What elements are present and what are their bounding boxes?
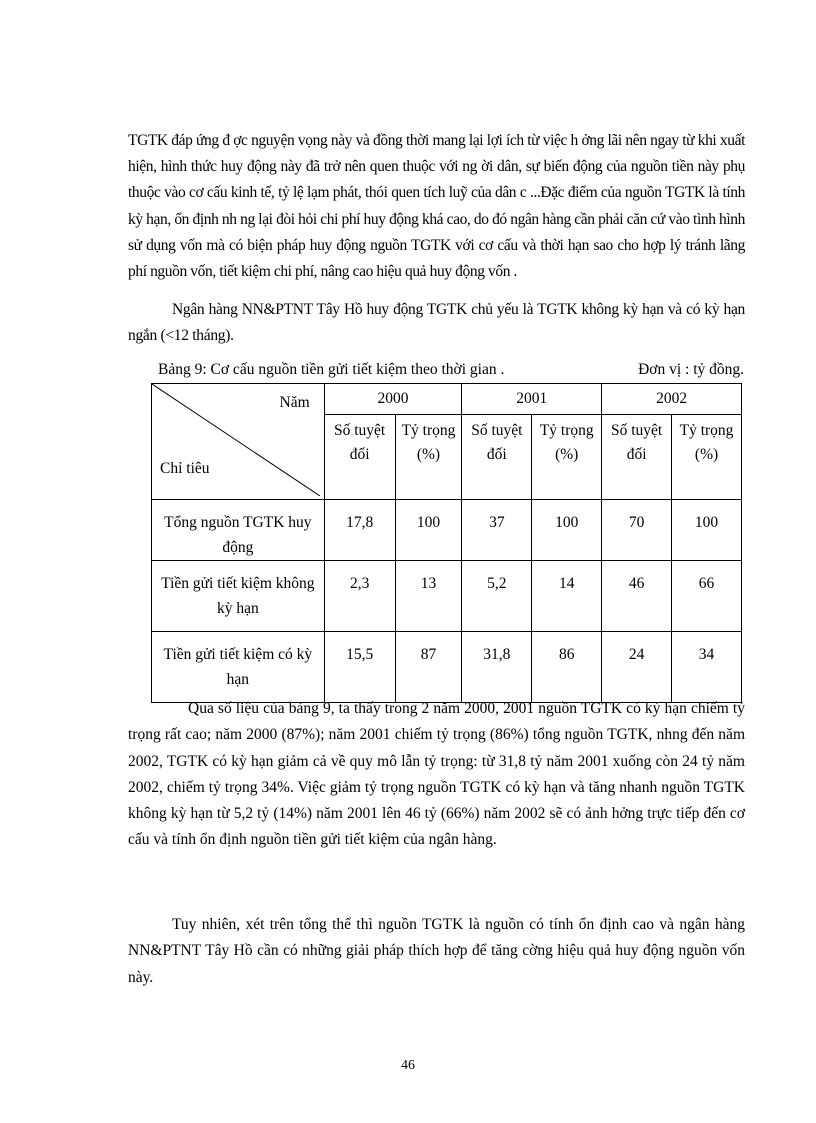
table-cell: 2,3 xyxy=(324,561,395,632)
table-corner-cell xyxy=(152,384,325,500)
table-cell: 100 xyxy=(672,500,742,561)
table-cell: 86 xyxy=(532,632,602,703)
year-header: 2000 xyxy=(324,384,462,415)
table-cell: 31,8 xyxy=(462,632,532,703)
table-unit: Đơn vị : tỷ đồng. xyxy=(638,361,744,378)
table-cell: 37 xyxy=(462,500,532,561)
table-cell: 15,5 xyxy=(324,632,395,703)
table-cell: 87 xyxy=(395,632,462,703)
subheader-percent: Tỷ trọng (%) xyxy=(672,415,742,500)
table-cell: 13 xyxy=(395,561,462,632)
table-cell: 100 xyxy=(395,500,462,561)
table-row xyxy=(152,500,742,561)
table-cell: 70 xyxy=(602,500,672,561)
row-label: Tổng nguồn TGTK huy động xyxy=(152,500,325,561)
table-row xyxy=(152,632,742,703)
paragraph-intro: TGTK đáp ứng đ ợc nguyện vọng này và đồng thời mang lại lợi ích từ việc h ởng lãi nên ngay từ khi xuất hiện, hình thức huy động này đã trở nên quen thuộc với ng ời dân, sự biến động của nguồn tiền này phụ thuộc vào cơ cấu kinh tế, tỷ lệ lạm phát, thói quen tích luỹ của dân c ...Đặc điểm của nguồn TGTK là tính kỳ hạn, ổn định nh ng lại đòi hỏi chi phí huy động khá cao, do đó ngân hàng cần phải căn cứ vào tình hình sử dụng vốn mà có biện pháp huy động nguồn TGTK với cơ cấu và thời hạn sao cho hợp lý tránh lãng phí nguồn vốn, tiết kiệm chi phí, nâng cao hiệu quả huy động vốn . xyxy=(128,132,745,281)
subheader-absolute: Số tuyệt đối xyxy=(602,415,672,500)
table-cell: 24 xyxy=(602,632,672,703)
corner-indicator-label: Chỉ tiêu xyxy=(160,460,210,477)
subheader-absolute: Số tuyệt đối xyxy=(462,415,532,500)
paragraph-bank-deposits: Ngân hàng NN&PTNT Tây Hồ huy động TGTK chủ yếu là TGTK không kỳ hạn và có kỳ hạn ngắn (<12 tháng). xyxy=(128,301,745,345)
year-header: 2001 xyxy=(462,384,602,415)
corner-year-label: Năm xyxy=(279,394,310,411)
table-cell: 14 xyxy=(532,561,602,632)
table-cell: 5,2 xyxy=(462,561,532,632)
table-cell: 17,8 xyxy=(324,500,395,561)
table-title: Bảng 9: Cơ cấu nguồn tiền gửi tiết kiệm theo thời gian . xyxy=(158,361,505,378)
subheader-percent: Tỷ trọng (%) xyxy=(532,415,602,500)
page-number: 46 xyxy=(401,1058,415,1073)
table-cell: 34 xyxy=(672,632,742,703)
table-cell: 100 xyxy=(532,500,602,561)
year-header: 2002 xyxy=(602,384,742,415)
row-label: Tiền gửi tiết kiệm không kỳ hạn xyxy=(152,561,325,632)
subheader-percent: Tỷ trọng (%) xyxy=(395,415,462,500)
table-cell: 66 xyxy=(672,561,742,632)
table-cell: 46 xyxy=(602,561,672,632)
row-label: Tiền gửi tiết kiệm có kỳ hạn xyxy=(152,632,325,703)
table-caption xyxy=(158,361,744,379)
paragraph-analysis: Qua số liệu của bảng 9, ta thấy trong 2 năm 2000, 2001 nguồn TGTK có kỳ hạn chiếm tỷ trọng rất cao; năm 2000 (87%); năm 2001 chiếm tỷ trọng (86%) tổng nguồn TGTK, nhng đến năm 2002, TGTK có kỳ hạn giảm cả về quy mô lẫn tỷ trọng: từ 31,8 tỷ năm 2001 xuống còn 24 tỷ năm 2002, chiếm tỷ trọng 34%. Việc giảm tỷ trọng nguồn TGTK có kỳ hạn và tăng nhanh nguồn TGTK không kỳ hạn từ 5,2 tỷ (14%) năm 2001 lên 46 tỷ (66%) năm 2002 sẽ có ảnh hởng trực tiếp đến cơ cấu và tính ổn định nguồn tiền gửi tiết kiệm của ngân hàng. xyxy=(128,700,745,849)
subheader-absolute: Số tuyệt đối xyxy=(324,415,395,500)
table-row xyxy=(152,561,742,632)
paragraph-conclusion: Tuy nhiên, xét trên tổng thể thì nguồn TGTK là nguồn có tính ổn định cao và ngân hàng NN&PTNT Tây Hồ cần có những giải pháp thích hợp để tăng cờng hiệu quả huy động nguồn vốn này. xyxy=(128,916,745,986)
savings-structure-table xyxy=(151,383,742,703)
